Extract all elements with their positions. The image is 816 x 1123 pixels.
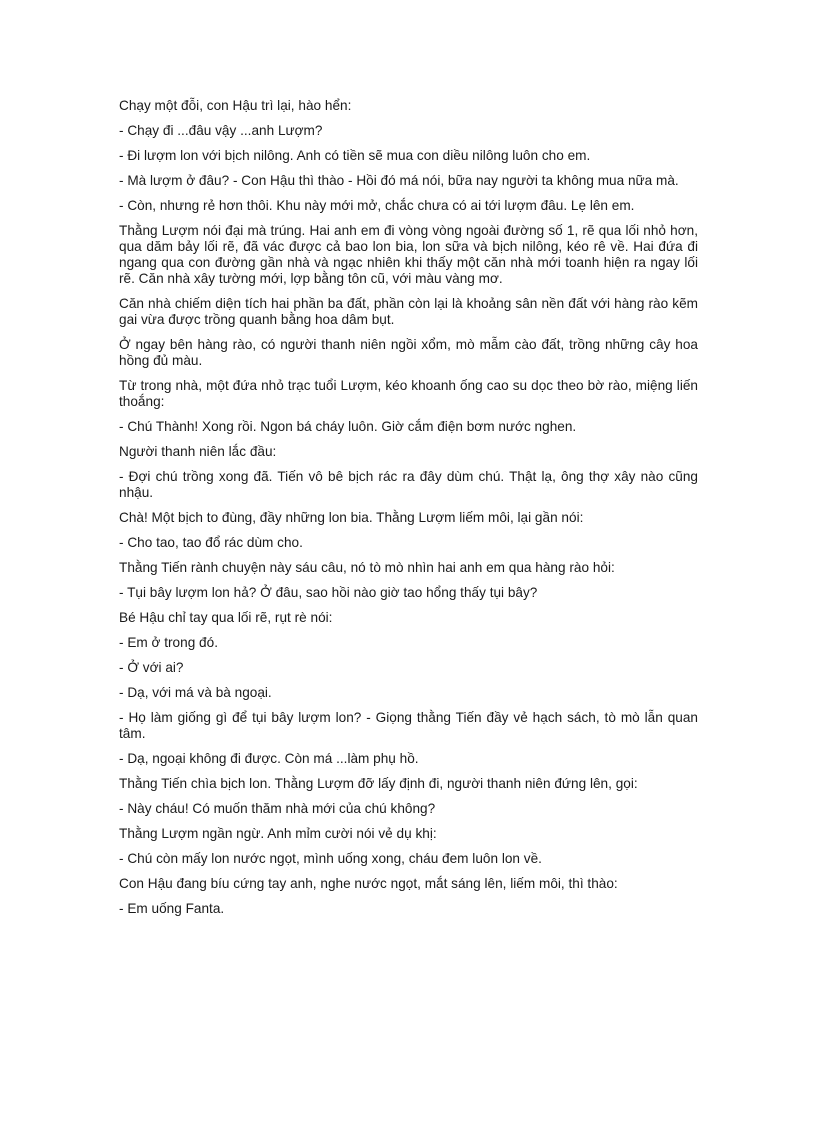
document-page: [119, 98, 698, 926]
paragraph: - Ở với ai?: [119, 660, 184, 675]
paragraph: - Đi lượm lon với bịch nilông. Anh có tiền sẽ mua con diều nilông luôn cho em.: [119, 148, 591, 163]
paragraph: - Đợi chú trồng xong đã. Tiến vô bê bịch rác ra đây dùm chú. Thật lạ, ông thợ xây nào cũng nhậu.: [119, 469, 698, 500]
paragraph: - Còn, nhưng rẻ hơn thôi. Khu này mới mở, chắc chưa có ai tới lượm đâu. Lẹ lên em.: [119, 198, 635, 213]
paragraph: - Chạy đi ...đâu vậy ...anh Lượm?: [119, 123, 323, 138]
paragraph: Thằng Lượm nói đại mà trúng. Hai anh em đi vòng vòng ngoài đường số 1, rẽ qua lối nhỏ hơn, qua dăm bảy lối rẽ, đã vác được cả bao lon bia, lon sữa và bịch nilông, kéo rê về. Hai đứa đi ngang qua con đường gần nhà và ngạc nhiên khi thấy một căn nhà mới toanh hiện ra ngay lối rẽ. Căn nhà xây tường mới, lợp bằng tôn cũ, với màu vàng mơ.: [119, 223, 698, 286]
paragraph: Bé Hậu chỉ tay qua lối rẽ, rụt rè nói:: [119, 610, 333, 625]
paragraph: - Dạ, với má và bà ngoại.: [119, 685, 272, 700]
paragraph: Chà! Một bịch to đùng, đầy những lon bia. Thằng Lượm liếm môi, lại gần nói:: [119, 510, 584, 525]
paragraph: Căn nhà chiếm diện tích hai phần ba đất, phần còn lại là khoảng sân nền đất với hàng rào kẽm gai vừa được trồng quanh bằng hoa dâm bụt.: [119, 296, 698, 327]
paragraph: - Dạ, ngoại không đi được. Còn má ...làm phụ hồ.: [119, 751, 419, 766]
paragraph: - Chú còn mấy lon nước ngọt, mình uống xong, cháu đem luôn lon về.: [119, 851, 542, 866]
paragraph: - Tụi bây lượm lon hả? Ở đâu, sao hồi nào giờ tao hổng thấy tụi bây?: [119, 585, 538, 600]
paragraph: Con Hậu đang bíu cứng tay anh, nghe nước ngọt, mắt sáng lên, liếm môi, thì thào:: [119, 876, 618, 891]
paragraph: - Cho tao, tao đổ rác dùm cho.: [119, 535, 303, 550]
paragraph: Thằng Tiến chìa bịch lon. Thằng Lượm đỡ lấy định đi, người thanh niên đứng lên, gọi:: [119, 776, 638, 791]
paragraph: - Chú Thành! Xong rồi. Ngon bá cháy luôn. Giờ cắm điện bơm nước nghen.: [119, 419, 577, 434]
paragraph: - Em ở trong đó.: [119, 635, 218, 650]
paragraph: Ở ngay bên hàng rào, có người thanh niên ngồi xổm, mò mẫm cào đất, trồng những cây hoa hồng đủ màu.: [119, 337, 698, 368]
paragraph: Chạy một đỗi, con Hậu trì lại, hào hển:: [119, 98, 352, 113]
paragraph: Thằng Tiến rành chuyện này sáu câu, nó tò mò nhìn hai anh em qua hàng rào hỏi:: [119, 560, 615, 575]
paragraph: - Mà lượm ở đâu? - Con Hậu thì thào - Hồi đó má nói, bữa nay người ta không mua nữa mà.: [119, 173, 679, 188]
paragraph: Người thanh niên lắc đầu:: [119, 444, 277, 459]
paragraph: Từ trong nhà, một đứa nhỏ trạc tuổi Lượm, kéo khoanh ống cao su dọc theo bờ rào, miệng liến thoắng:: [119, 378, 698, 409]
paragraph: Thằng Lượm ngần ngừ. Anh mỉm cười nói vẻ dụ khị:: [119, 826, 437, 841]
paragraph: - Em uống Fanta.: [119, 901, 225, 916]
paragraph: - Họ làm giống gì để tụi bây lượm lon? - Giọng thằng Tiến đầy vẻ hạch sách, tò mò lẫn quan tâm.: [119, 710, 698, 741]
paragraph: - Này cháu! Có muốn thăm nhà mới của chú không?: [119, 801, 436, 816]
